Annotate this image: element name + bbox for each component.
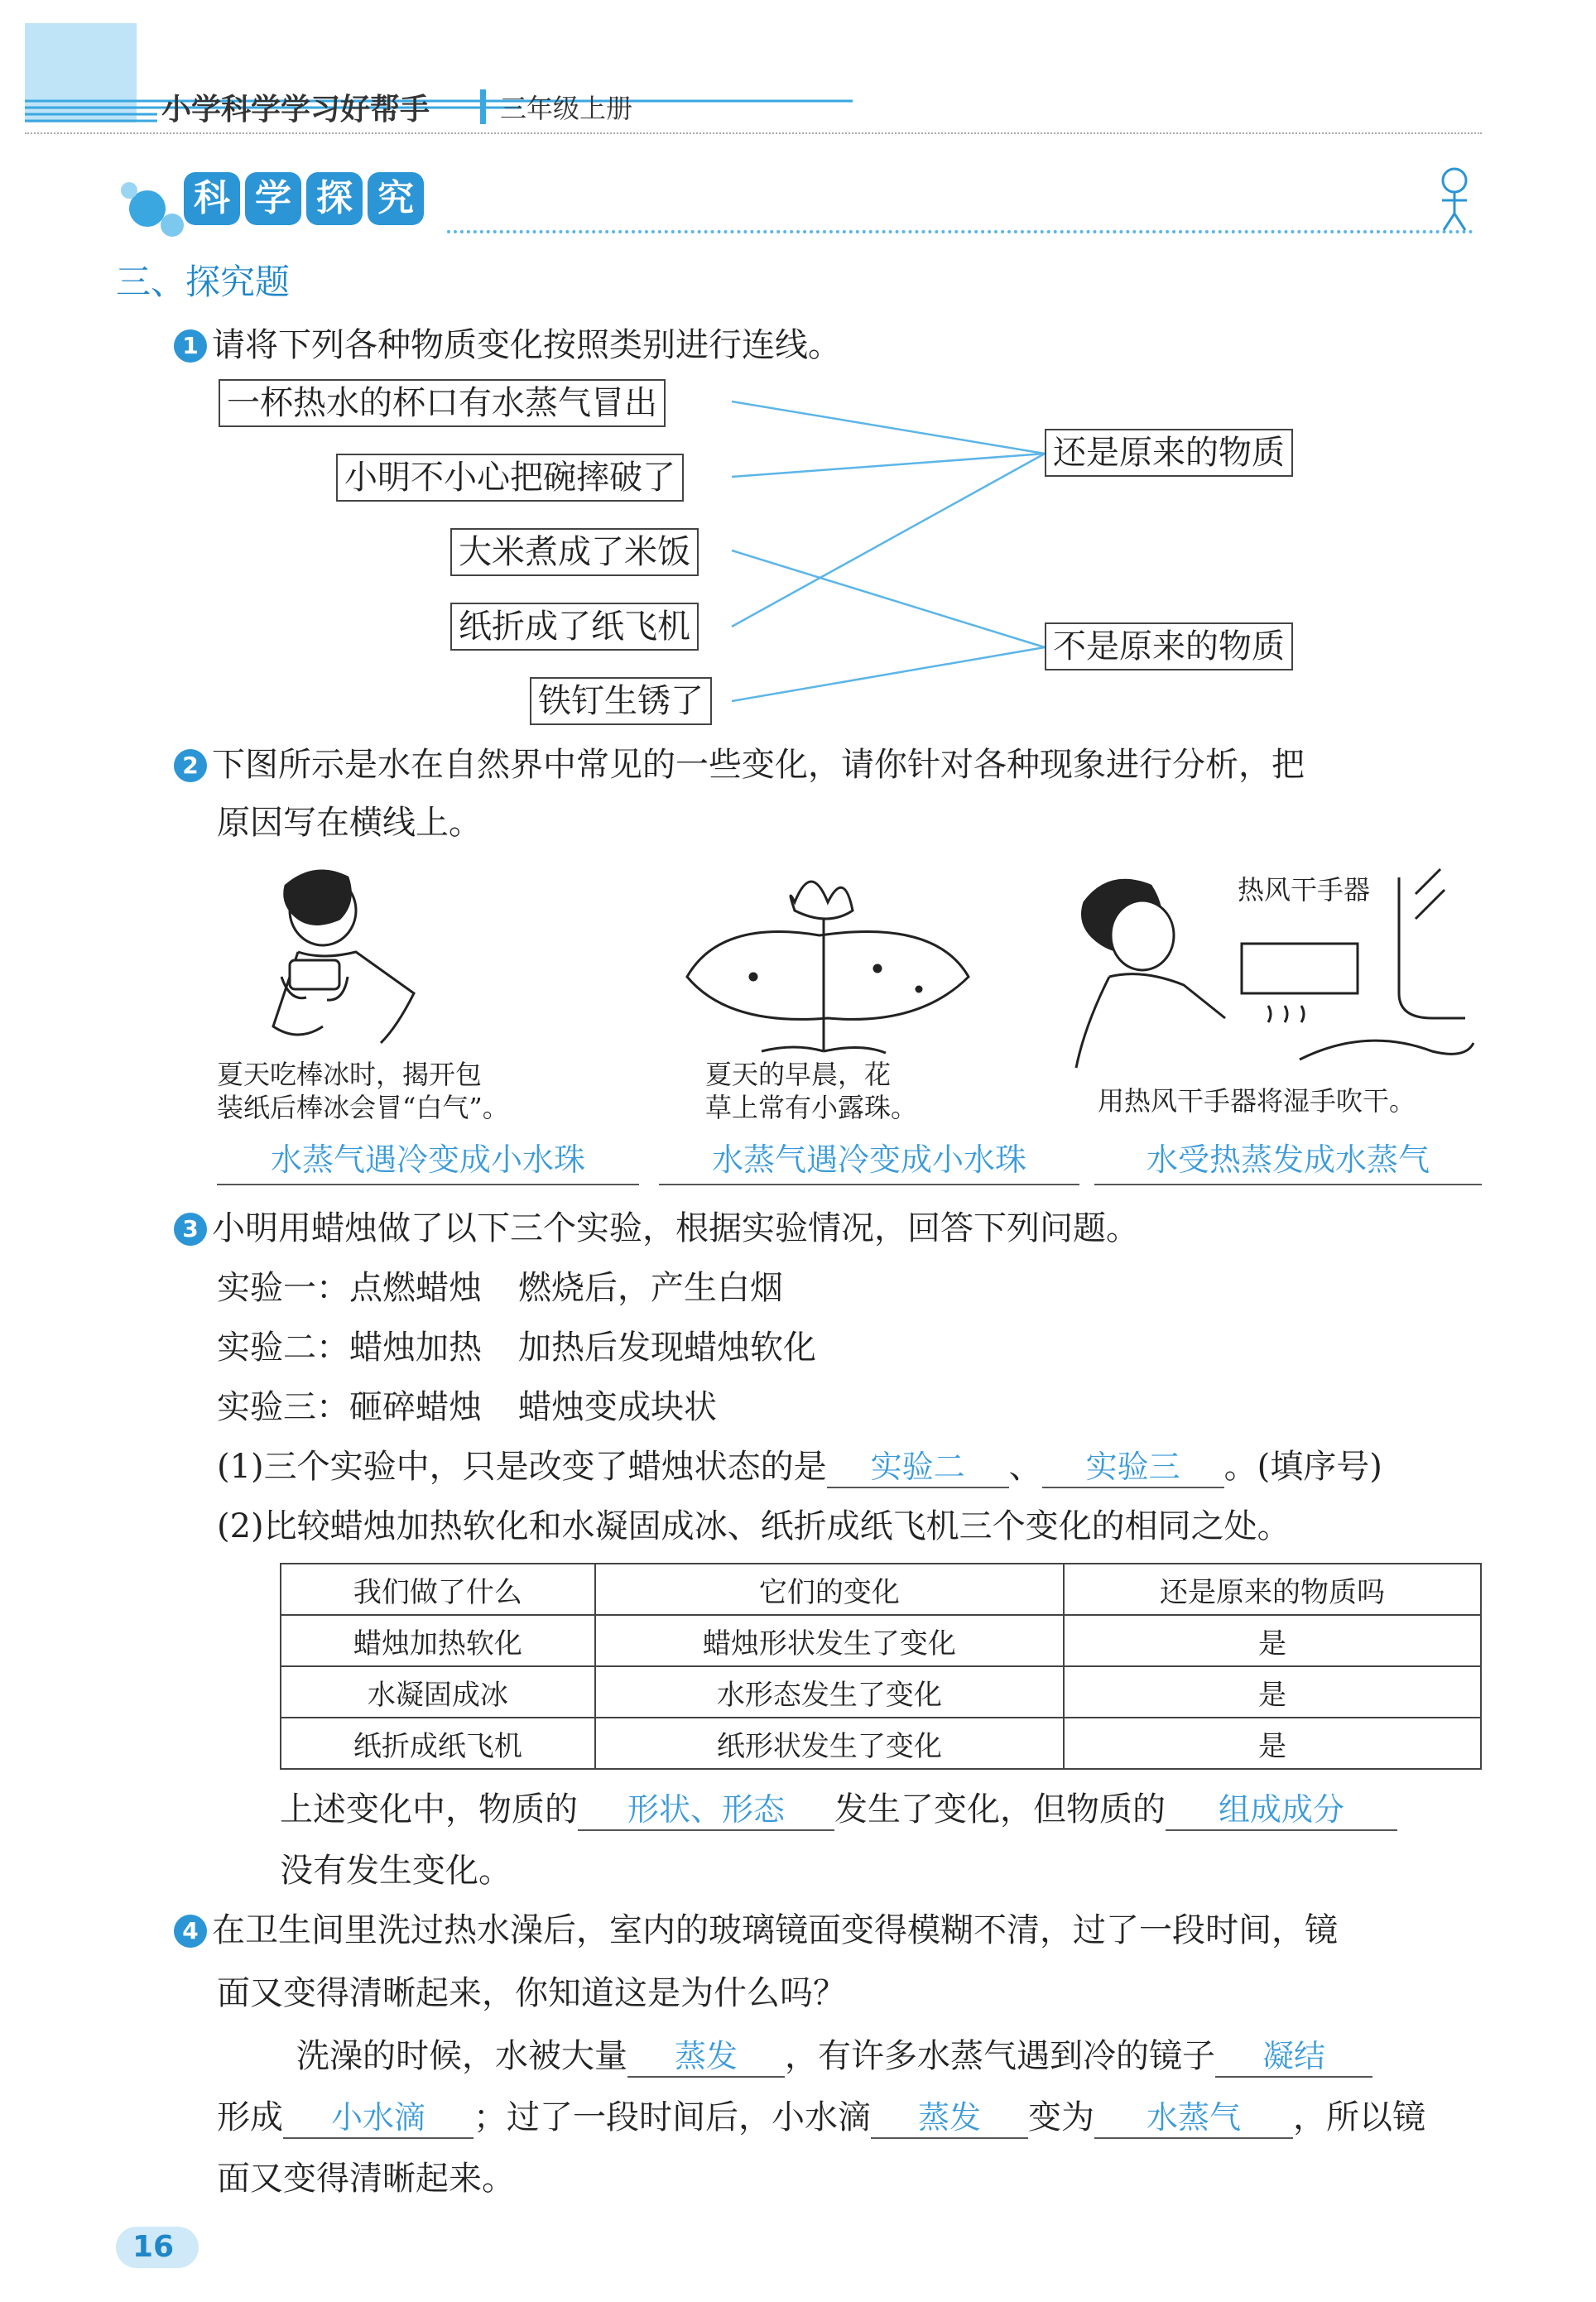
q3-summary-p3: 没有发生变化。: [280, 1852, 512, 1890]
experiment-row: [217, 1381, 717, 1428]
q4-b-p1: 形成: [217, 2098, 283, 2136]
q3-sub1-answer-2[interactable]: 实验三: [1042, 1447, 1224, 1488]
q2-prompt-line1: [174, 738, 1305, 786]
q1-left-item: 大米煮成了米饭: [450, 528, 699, 576]
q1-right-item: 不是原来的物质: [1045, 622, 1293, 670]
page-number-badge: [116, 2227, 199, 2268]
header-title: 小学科学学习好帮手: [161, 93, 430, 127]
q1-text: 请将下列各种物质变化按照类别进行连线。: [212, 326, 841, 364]
page-number: 16: [132, 2230, 175, 2264]
banner-char: 探: [306, 172, 363, 225]
q2-caption-3: 用热风干手器将湿手吹干。: [1098, 1085, 1416, 1117]
experiment-result: 蜡烛变成块状: [518, 1388, 717, 1426]
experiment-name: 实验二：蜡烛加热: [217, 1329, 482, 1367]
experiment-result: 加热后发现蜡烛软化: [518, 1329, 816, 1367]
q4-prompt-line1: [174, 1904, 1338, 1951]
q2-caption-1-line1: 夏天吃棒冰时，揭开包: [217, 1059, 483, 1090]
q1-number: 1: [174, 329, 207, 363]
q1-left-item: 小明不小心把碗摔破了: [336, 454, 684, 502]
q4-answer-line2: [217, 2091, 1425, 2139]
q2-caption-2-line2: 草上常有小露珠。: [705, 1092, 918, 1123]
q4-answer-4[interactable]: 蒸发: [871, 2098, 1028, 2139]
q2-answer-2[interactable]: 水蒸气遇冷变成小水珠: [659, 1136, 1079, 1185]
banner-char: 学: [245, 172, 301, 225]
q4-answer-1[interactable]: 蒸发: [627, 2036, 785, 2078]
q1-left-item: 纸折成了纸飞机: [450, 603, 699, 651]
comparison-table: [280, 1563, 1482, 1770]
experiment-result: 燃烧后，产生白烟: [518, 1269, 783, 1307]
table-cell: 水形态发生了变化: [595, 1666, 1064, 1718]
q1-left-item: 铁钉生锈了: [530, 677, 712, 725]
q2-answer-1[interactable]: 水蒸气遇冷变成小水珠: [217, 1136, 639, 1185]
q4-b-p4: ，所以镜: [1293, 2098, 1425, 2136]
q4-answer-5[interactable]: 水蒸气: [1094, 2098, 1293, 2139]
table-cell: 蜡烛加热软化: [281, 1615, 595, 1666]
q2-text-line1: 下图所示是水在自然界中常见的一些变化，请你针对各种现象进行分析，把: [212, 746, 1305, 784]
q3-summary-answer-1[interactable]: 形状、形态: [578, 1790, 834, 1831]
q3-sub2: (2)比较蜡烛加热软化和水凝固成冰、纸折成纸飞机三个变化的相同之处。: [217, 1507, 1291, 1545]
q1-connection-lines: [0, 0, 1596, 745]
q4-answer-3[interactable]: 小水滴: [283, 2098, 474, 2139]
table-header-cell: 还是原来的物质吗: [1064, 1564, 1481, 1615]
table-cell: 蜡烛形状发生了变化: [595, 1615, 1064, 1666]
lotus-leaf-illustration: [671, 853, 985, 1068]
boy-popsicle-illustration: [248, 861, 464, 1051]
q3-sub1: [217, 1440, 1382, 1488]
header-subtitle: 三年级上册: [500, 93, 633, 124]
table-cell: 纸形状发生了变化: [595, 1718, 1064, 1769]
q4-answer-line3: 面又变得清晰起来。: [217, 2160, 515, 2198]
table-row: [281, 1615, 1481, 1666]
q4-text-line1: 在卫生间里洗过热水澡后，室内的玻璃镜面变得模糊不清，过了一段时间，镜: [212, 1911, 1338, 1949]
q2-number: 2: [174, 749, 207, 782]
part-title: 三、探究题: [116, 262, 291, 302]
dryer-label: 热风干手器: [1238, 874, 1371, 906]
table-header-cell: 我们做了什么: [281, 1564, 595, 1615]
q4-a-p2: ，有许多水蒸气遇到冷的镜子: [785, 2037, 1215, 2075]
q3-summary-line1: [280, 1783, 1397, 1831]
q3-sub1-prefix: (1)三个实验中，只是改变了蜡烛状态的是: [217, 1448, 827, 1486]
q3-prompt: [174, 1202, 1139, 1249]
experiment-row: [217, 1321, 816, 1368]
q2-answer-3[interactable]: 水受热蒸发成水蒸气: [1094, 1136, 1482, 1185]
table-header-row: [281, 1564, 1481, 1615]
table-cell: 是: [1064, 1718, 1481, 1769]
q4-answer-2[interactable]: 凝结: [1215, 2036, 1372, 2078]
q3-sub1-sep: 、: [1008, 1448, 1042, 1486]
banner-char: 科: [184, 172, 240, 225]
q3-text: 小明用蜡烛做了以下三个实验，根据实验情况，回答下列问题。: [212, 1209, 1139, 1247]
table-cell: 是: [1064, 1666, 1481, 1718]
q4-text-line2: 面又变得清晰起来，你知道这是为什么吗？: [217, 1974, 846, 2012]
q4-b-p3: 变为: [1028, 2098, 1094, 2136]
table-cell: 是: [1064, 1615, 1481, 1666]
experiment-name: 实验三：砸碎蜡烛: [217, 1388, 482, 1426]
q3-summary-p1: 上述变化中，物质的: [280, 1790, 578, 1829]
experiment-row: [217, 1262, 783, 1309]
q4-b-p2: ；过了一段时间后，小水滴: [474, 2098, 871, 2136]
q4-number: 4: [174, 1915, 207, 1948]
q4-a-p1: 洗澡的时候，水被大量: [296, 2037, 627, 2075]
q3-number: 3: [174, 1213, 207, 1246]
q2-text-line2: 原因写在横线上。: [217, 804, 482, 842]
table-cell: 水凝固成冰: [281, 1666, 595, 1718]
q3-sub1-suffix: 。(填序号): [1223, 1448, 1382, 1486]
q2-caption-1-line2: 装纸后棒冰会冒“白气”。: [217, 1092, 509, 1123]
table-header-cell: 它们的变化: [595, 1564, 1064, 1615]
banner-char: 究: [368, 172, 424, 225]
q4-answer-line1: [296, 2030, 1372, 2078]
q1-left-item: 一杯热水的杯口有水蒸气冒出: [219, 379, 666, 427]
q3-summary-p2: 发生了变化，但物质的: [834, 1790, 1166, 1829]
experiment-name: 实验一：点燃蜡烛: [217, 1269, 482, 1307]
q3-sub1-answer-1[interactable]: 实验二: [827, 1447, 1009, 1488]
q1-right-item: 还是原来的物质: [1045, 429, 1293, 477]
table-row: [281, 1666, 1481, 1718]
table-row: [281, 1718, 1481, 1769]
q2-caption-2-line1: 夏天的早晨，花: [705, 1059, 892, 1090]
table-cell: 纸折成纸飞机: [281, 1718, 595, 1769]
q3-summary-answer-2[interactable]: 组成成分: [1166, 1790, 1397, 1831]
